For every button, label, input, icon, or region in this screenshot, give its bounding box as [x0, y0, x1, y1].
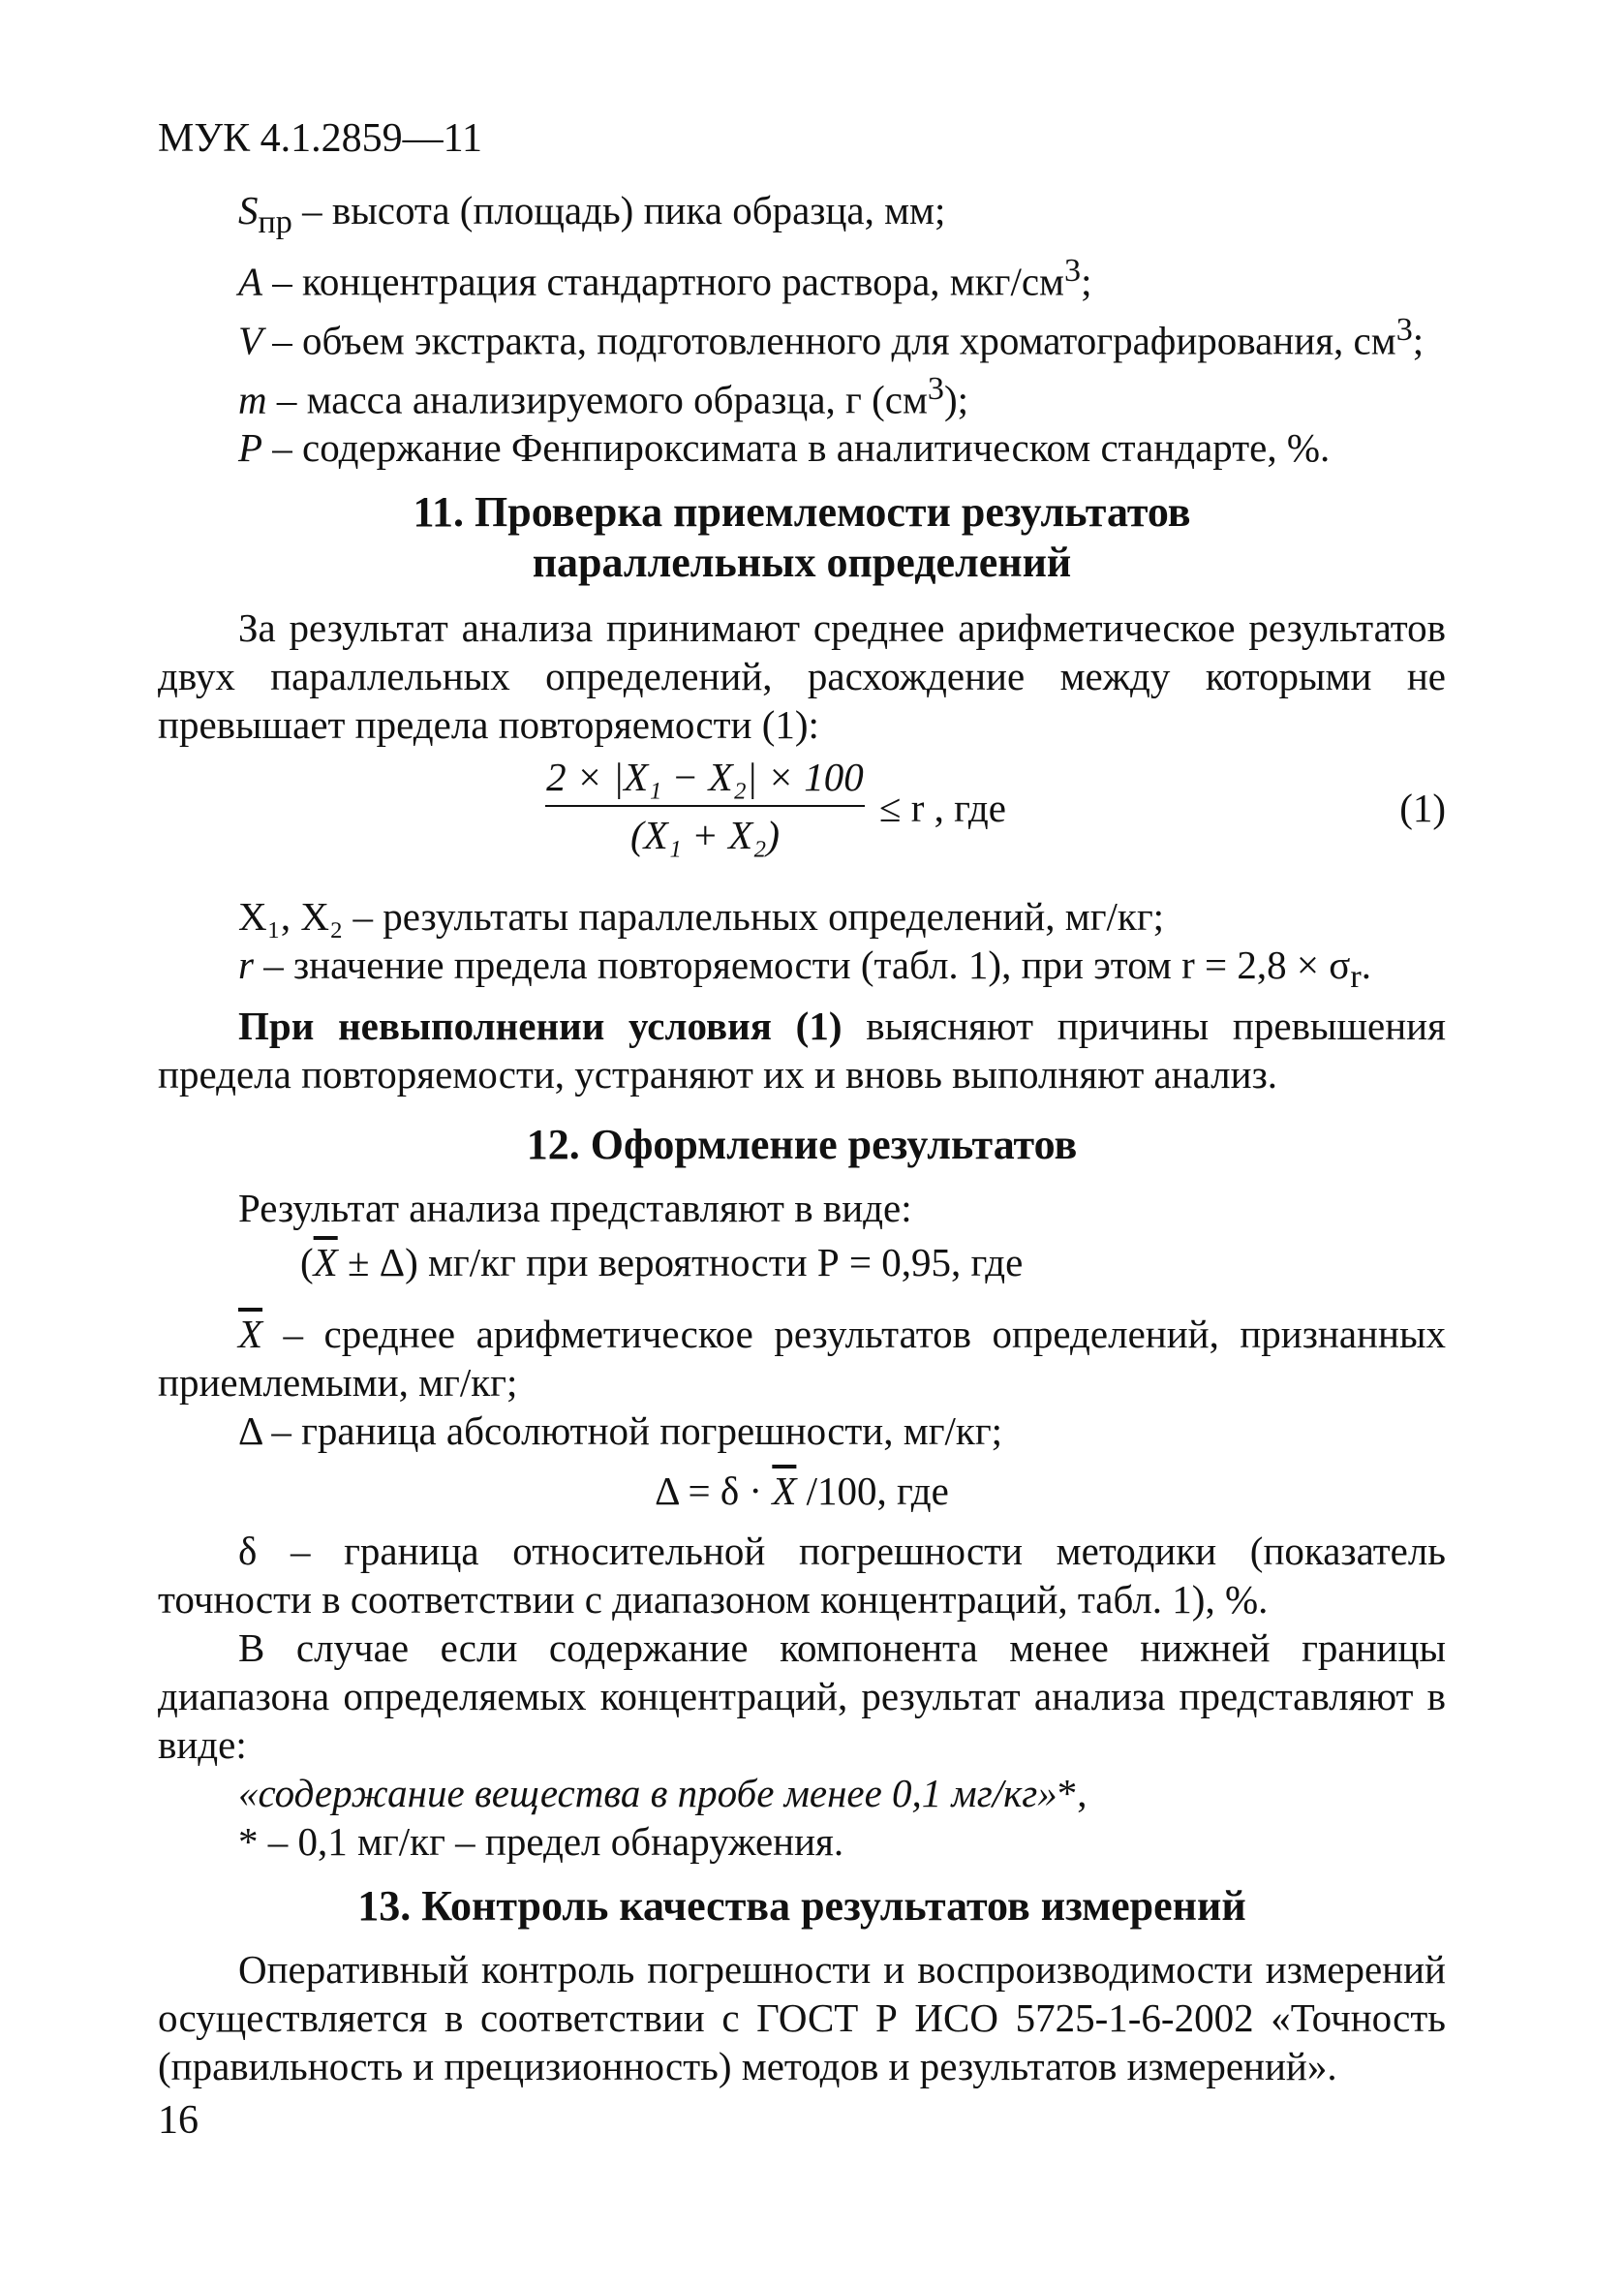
- section-13-paragraph: Оперативный контроль погрешности и воспроизводимости измерений осуществляется в соответствии с ГОСТ Р ИСО 5725-1-6-2002 «Точность (правильность и прецизионность) методов и результатов измерений».: [158, 1947, 1446, 2089]
- section-11-paragraph: За результат анализа принимают среднее арифметическое результатов двух параллельных определений, расхождение между которыми не превышает предела повторяемости (1):: [158, 605, 1446, 748]
- formula-fraction: [545, 753, 865, 859]
- result-expression: [158, 1238, 1446, 1286]
- definition-end: .: [1361, 943, 1371, 988]
- definition-a: [158, 247, 1446, 306]
- superscript: 3: [927, 370, 944, 407]
- x-bar: $\overline{X}$: [313, 1240, 338, 1285]
- case-paragraph: В случае если содержание компонента менее нижней границы диапазона определяемых концентраций, результат анализа представляют в виде:: [158, 1625, 1446, 1768]
- symbol: V: [238, 318, 263, 363]
- section-11-heading: [158, 487, 1446, 588]
- subscript: r: [1350, 959, 1362, 996]
- condition-rest: выясняют причины превышения предела повторяемости, устраняют их и вновь выполняют анализ.: [158, 1004, 1446, 1098]
- formula-numerator: 2 × |X₁ − X₂| × 100: [545, 753, 865, 807]
- symbol: r: [238, 943, 254, 988]
- document-code: МУК 4.1.2859—11: [158, 116, 483, 161]
- formula-1: [158, 753, 1446, 882]
- formula-tail: ≤ r , где: [879, 786, 1006, 831]
- symbol: m: [238, 377, 267, 422]
- italic-star: *,: [1057, 1771, 1088, 1816]
- heading-line-2: параллельных определений: [532, 539, 1072, 587]
- definition-p: [158, 423, 1446, 472]
- paren-open: (: [300, 1240, 314, 1285]
- delta-formula-part-b: /100, где: [796, 1469, 949, 1514]
- condition-bold: При невыполнении условия (1): [238, 1004, 843, 1049]
- italic-quote: «содержание вещества в пробе менее 0,1 мг/кг»: [238, 1771, 1057, 1816]
- definition-text: – концентрация стандартного раствора, мкг/см: [262, 259, 1064, 304]
- definition-text: – объем экстракта, подготовленного для хроматографирования, см: [262, 318, 1396, 363]
- x-bar-symbol: $\overline{X}$: [238, 1312, 263, 1357]
- superscript: 3: [1395, 311, 1413, 348]
- definition-text: – масса анализируемого образца, г (см: [266, 377, 928, 422]
- delta-formula-part-a: Δ = δ ·: [655, 1469, 773, 1514]
- definition-end: ;: [1081, 259, 1092, 304]
- italic-result: [158, 1769, 1446, 1817]
- superscript: 3: [1064, 253, 1082, 290]
- formula-number: (1): [1399, 786, 1446, 831]
- heading-line-1: 11. Проверка приемлемости результатов: [413, 488, 1191, 537]
- definition-m: [158, 365, 1446, 424]
- definition-s-pr: [158, 186, 1446, 247]
- formula-denominator: (X₁ + X₂): [629, 813, 781, 858]
- definition-small-delta: δ – граница относительной погрешности методики (показатель точности в соответствии с диапазоном концентраций, табл. 1), %.: [158, 1529, 1446, 1623]
- symbol: P: [238, 425, 263, 471]
- result-intro: Результат анализа представляют в виде:: [238, 1186, 912, 1231]
- definition-r: [158, 941, 1446, 1002]
- symbol: A: [238, 259, 263, 304]
- definition-end: );: [944, 377, 969, 422]
- result-rest: ± Δ) мг/кг при вероятности Р = 0,95, где: [337, 1240, 1024, 1285]
- definition-text: – значение предела повторяемости (табл. 1), при этом r = 2,8 × σ: [253, 943, 1351, 988]
- condition-paragraph: [158, 1002, 1446, 1098]
- delta-formula: [158, 1467, 1446, 1515]
- footnote: * – 0,1 мг/кг – предел обнаружения.: [238, 1819, 844, 1865]
- page-number: 16: [158, 2098, 199, 2144]
- symbol: S: [238, 188, 259, 232]
- definition-end: ;: [1412, 318, 1425, 363]
- definition-text: – высота (площадь) пика образца, мм;: [291, 188, 946, 232]
- section-13-heading: 13. Контроль качества результатов измерений: [357, 1882, 1246, 1931]
- definition-x1-x2: X₁, X₂ – результаты параллельных определений, мг/кг;: [238, 894, 1165, 940]
- definition-x-bar: [158, 1310, 1446, 1407]
- subscript: пр: [258, 204, 292, 241]
- x-bar: $\overline{X}$: [772, 1469, 797, 1514]
- definitions-list: [158, 186, 1446, 472]
- definition-text: – содержание Фенпироксимата в аналитическом стандарте, %.: [262, 425, 1331, 471]
- document-page: [158, 114, 1446, 2145]
- definition-delta: Δ – граница абсолютной погрешности, мг/кг;: [238, 1408, 1003, 1454]
- definition-text: – среднее арифметическое результатов определений, признанных приемлемыми, мг/кг;: [158, 1312, 1446, 1406]
- definition-v: [158, 306, 1446, 365]
- section-12-heading: 12. Оформление результатов: [526, 1121, 1078, 1169]
